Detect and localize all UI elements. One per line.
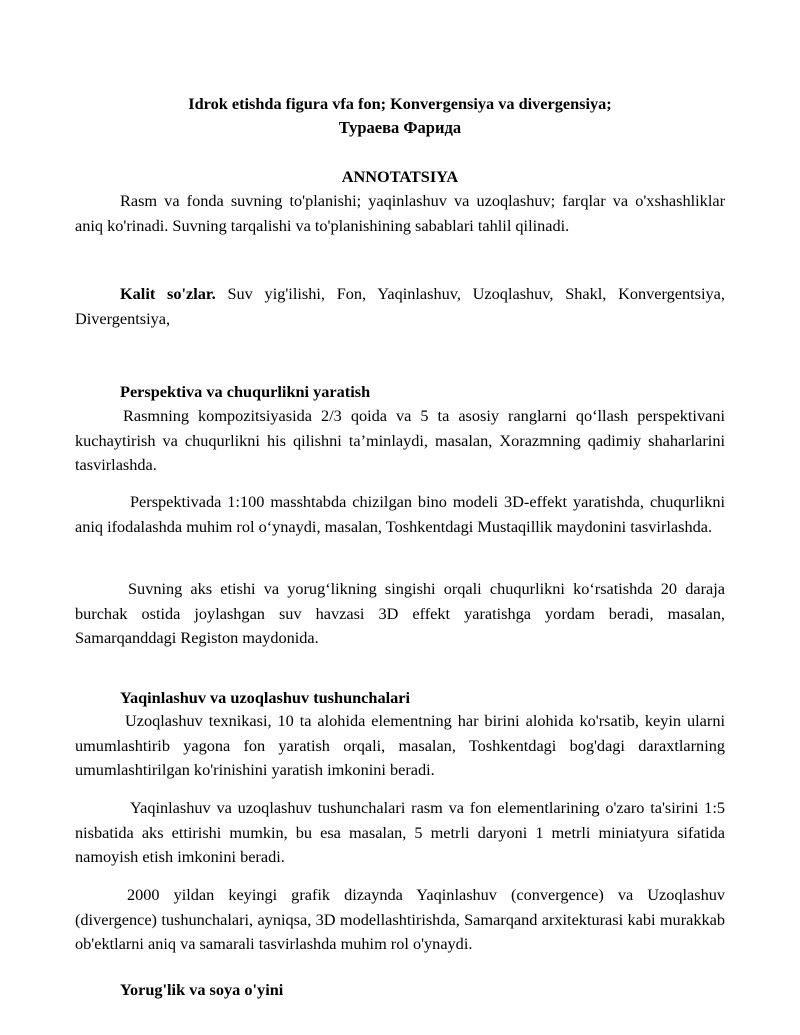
paragraph: Suvning aks etishi va yorug‘likning singishi orqali chuqurlikni ko‘rsatishda 20 daraja burchak ostida joylashgan suv havzasi 3D effekt yaratishga yordam beradi, masalan, Samarqanddagi Registon maydonida. (75, 579, 725, 647)
paragraph: Uzoqlashuv texnikasi, 10 ta alohida elementning har birini alohida ko'rsatib, keyin ularni umumlashtirib yagona fon yaratish orqali, masalan, Toshkentdagi bog'dagi daraxtlarning umumlashtirilgan ko'rinishini yaratish imkonini beradi. (75, 711, 725, 779)
annotation-text: Rasm va fonda suvning to'planishi; yaqinlashuv va uzoqlashuv; farqlar va o'xshashliklar aniq ko'rinadi. Suvning tarqalishi va to'planishining sabablari tahlil qilinadi. (75, 191, 725, 235)
paragraph: Rasmning kompozitsiyasida 2/3 qoida va 5 ta asosiy ranglarni qo‘llash perspektivani kuchaytirish va chuqurlikni his qilishni ta’minlaydi, masalan, Xorazmning qadimiy shaharlarini tasvirlashda. (75, 406, 725, 474)
author-name: Тураева Фарида (338, 118, 462, 137)
section-heading: Yaqinlashuv va uzoqlashuv tushunchalari (120, 688, 411, 707)
paragraph: 2000 yildan keyingi grafik dizaynda Yaqinlashuv (convergence) va Uzoqlashuv (divergence) tushunchalari, ayniqsa, 3D modellashtirishda, Samarqand arxitekturasi kabi murakkab ob'ektlarni aniq va samarali tasvirlashda muhim rol o'ynaydi. (75, 885, 725, 953)
section-heading: Yorug'lik va soya o'yini (120, 980, 284, 999)
section-heading: Perspektiva va chuqurlikni yaratish (120, 382, 371, 401)
keywords-paragraph (75, 282, 725, 331)
paragraph: Yaqinlashuv va uzoqlashuv tushunchalari rasm va fon elementlarining o'zaro ta'sirini 1:5 nisbatida aks ettirishi mumkin, bu esa masalan, 5 metrli daryoni 1 metrli miniatyura sifatida namoyish etish imkonini beradi. (75, 798, 725, 866)
keywords-text: Suv yig'ilishi, Fon, Yaqinlashuv, Uzoqlashuv, Shakl, Konvergentsiya, Divergentsiya, (75, 284, 725, 328)
document-title: Idrok etishda figura vfa fon; Konvergensiya va divergensiya; (188, 94, 612, 113)
keywords-label: Kalit so'zlar. (120, 284, 216, 303)
paragraph: Perspektivada 1:100 masshtabda chizilgan bino modeli 3D-effekt yaratishda, chuqurlikni aniq ifodalashda muhim rol o‘ynaydi, masalan, Toshkentdagi Mustaqillik maydonini tasvirlashda. (75, 492, 725, 536)
annotation-heading: ANNOTATSIYA (341, 167, 459, 186)
